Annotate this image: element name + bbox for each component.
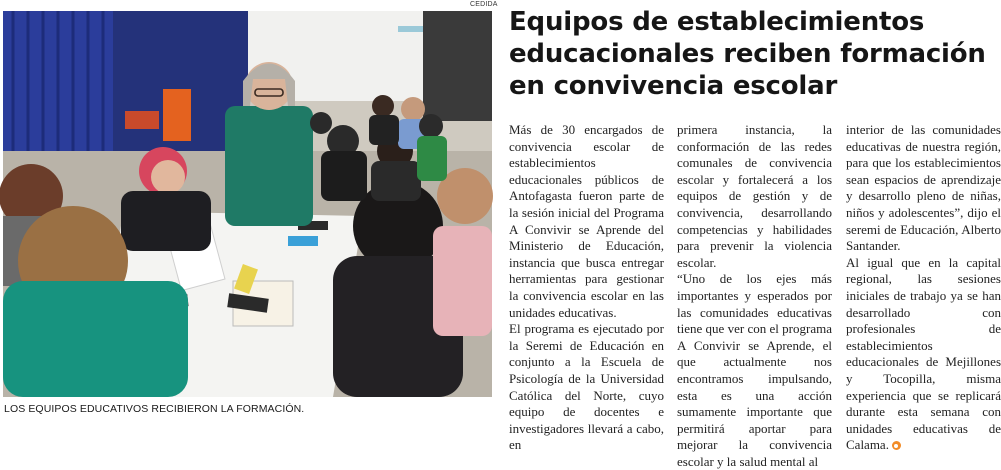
paragraph: “Uno de los ejes más importantes y esperados por las comunidades educativas tiene que ver con el programa A Convivir se Aprende, el que actualmente nos encontramos impulsando, esta es una acción sumamente importante que permitirá aportar para mejorar la convivencia escolar y la salud mental al [677,271,832,469]
paragraph: El programa es ejecutado por la Seremi de Educación en conjunto a la Escuela de Psicología de la Universidad Católica del Norte, cuyo equipo de docentes e investigadores llevará a cabo, en [509,321,664,453]
paragraph [846,255,1001,454]
paragraph: primera instancia, la conformación de las redes comunales de convivencia escolar y fortalecerá a los equipos de gestión y de convivencia, desarrollando competencias y habilidades para prevenir la violencia escolar. [677,122,832,270]
paragraph-text: Al igual que en la capital regional, las sesiones iniciales de trabajo ya se han desarrollado con profesionales de establecimientos educacionales de Mejillones y Tocopilla, misma experiencia que se replicará durante esta semana con unidades educativas de Calama. [846,254,1001,453]
article-headline: Equipos de establecimientos educacionales reciben formación en convivencia escolar [509,7,986,101]
article-column-2 [677,122,832,470]
article-column-3 [846,122,1001,454]
photo-caption: LOS EQUIPOS EDUCATIVOS RECIBIERON LA FORMACIÓN. [4,403,305,415]
article-photo [3,11,492,397]
photo-illustration [3,11,492,397]
paragraph: interior de las comunidades educativas de nuestra región, para que los establecimientos sean espacios de aprendizaje y desarrollo pleno de niñas, niños y adolescentes”, dijo el seremi de Educación, Alberto Santander. [846,122,1001,254]
article-column-1 [509,122,664,454]
photo-credit: CEDIDA [470,1,498,8]
end-of-article-icon [892,441,901,450]
paragraph: Más de 30 encargados de convivencia escolar de establecimientos educacionales públicos de Antofagasta fueron parte de la sesión inicial del Programa A Convivir se Aprende del Ministerio de Educación, instancia que busca entregar herramientas para gestionar la convivencia escolar en las unidades educativas. [509,122,664,320]
